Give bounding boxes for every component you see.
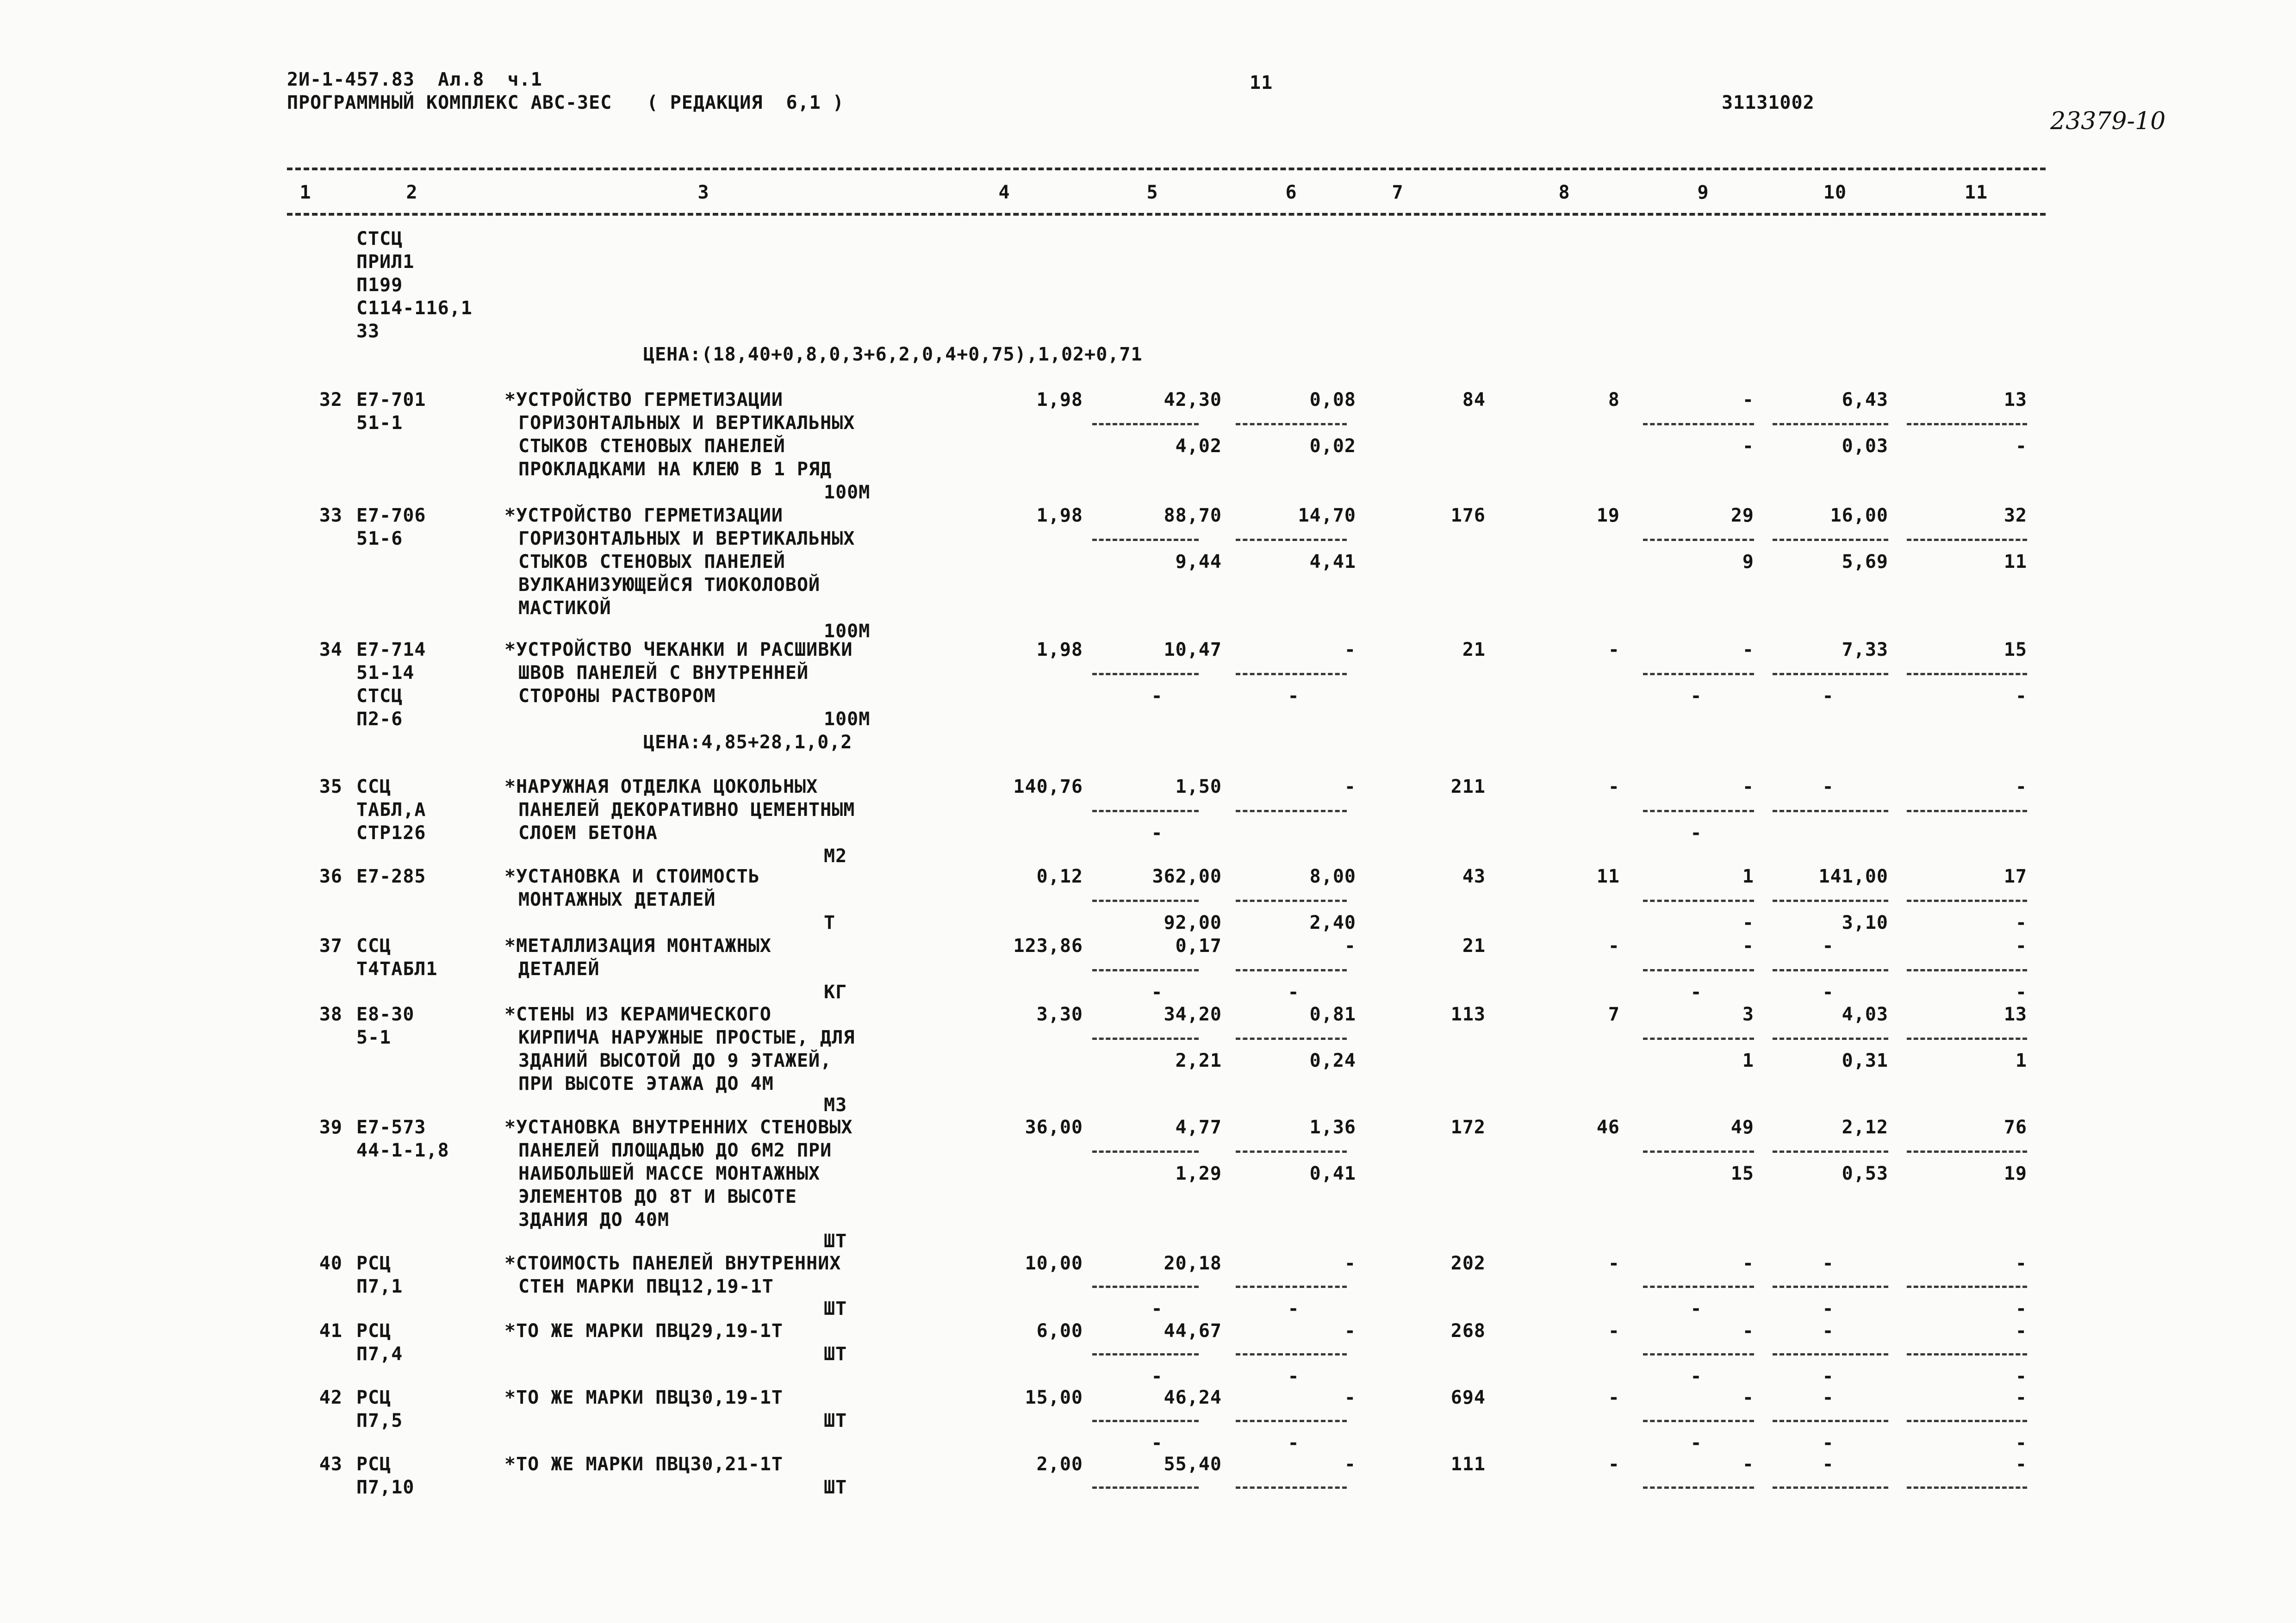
row-41-number: 41 bbox=[319, 1320, 342, 1342]
row-35-desc-3: СЛОЕМ БЕТОНА bbox=[518, 822, 658, 844]
intro-price-formula: ЦЕНА:(18,40+0,8,0,3+6,2,0,4+0,75),1,02+0,71 bbox=[643, 344, 1143, 365]
table-header-rule bbox=[287, 213, 2046, 216]
row-38-unit: М3 bbox=[824, 1094, 847, 1116]
row-34-col11-sub: - bbox=[2015, 685, 2027, 707]
row-39-desc-5: ЗДАНИЯ ДО 40М bbox=[518, 1209, 670, 1231]
row-34-code-1: Е7-714 bbox=[356, 639, 426, 660]
row-39-col9-sub: 15 bbox=[1730, 1163, 1754, 1184]
row-32-col7: 84 bbox=[1462, 389, 1486, 410]
row-32-col5: 42,30 bbox=[1164, 389, 1222, 410]
row-38-col6-sub: 0,24 bbox=[1309, 1050, 1356, 1071]
row-38-quantity: 3,30 bbox=[1036, 1004, 1083, 1025]
intro-code-1: СТСЦ bbox=[356, 228, 403, 249]
row-32-desc-4: ПРОКЛАДКАМИ НА КЛЕЮ В 1 РЯД bbox=[518, 459, 832, 480]
row-41-col8: - bbox=[1608, 1320, 1620, 1342]
intro-code-3: П199 bbox=[356, 274, 403, 296]
row-39-col8: 46 bbox=[1596, 1117, 1620, 1138]
row-39-desc-3: НАИБОЛЬШЕЙ МАССЕ МОНТАЖНЫХ bbox=[518, 1163, 821, 1184]
column-header-6: 6 bbox=[1285, 182, 1297, 203]
row-40-col9-sub: - bbox=[1690, 1298, 1702, 1319]
row-33-desc-5: МАСТИКОЙ bbox=[518, 597, 611, 619]
row-40-desc-1: *СТОИМОСТЬ ПАНЕЛЕЙ ВНУТРЕННИХ bbox=[504, 1253, 841, 1274]
row-33-desc-2: ГОРИЗОНТАЛЬНЫХ И ВЕРТИКАЛЬНЫХ bbox=[518, 528, 855, 549]
row-33-col9-sub: 9 bbox=[1742, 551, 1754, 572]
row-35-code-3: СТР126 bbox=[356, 822, 426, 844]
row-40-col11-sub: - bbox=[2015, 1298, 2027, 1319]
row-42-col8: - bbox=[1608, 1387, 1620, 1408]
row-43-col7: 111 bbox=[1450, 1454, 1486, 1475]
row-41-col5-sub: - bbox=[1151, 1366, 1163, 1387]
row-36-col11-sub: - bbox=[2015, 912, 2027, 933]
row-42-unit: ШТ bbox=[824, 1410, 847, 1431]
row-33-desc-4: ВУЛКАНИЗУЮЩЕЙСЯ ТИОКОЛОВОЙ bbox=[518, 574, 821, 596]
row-37-code-2: Т4ТАБЛ1 bbox=[356, 958, 438, 980]
row-34-col9-sub: - bbox=[1690, 685, 1702, 707]
row-41-col11-sub: - bbox=[2015, 1366, 2027, 1387]
row-33-desc-3: СТЫКОВ СТЕНОВЫХ ПАНЕЛЕЙ bbox=[518, 551, 785, 572]
row-38-col5-sub: 2,21 bbox=[1175, 1050, 1222, 1071]
row-42-col9-sub: - bbox=[1690, 1432, 1702, 1454]
row-34-code-3: СТСЦ bbox=[356, 685, 403, 707]
row-38-col8: 7 bbox=[1608, 1004, 1620, 1025]
row-32-col8: 8 bbox=[1608, 389, 1620, 410]
row-42-col9: - bbox=[1742, 1387, 1754, 1408]
row-32-code-1: Е7-701 bbox=[356, 389, 426, 410]
row-38-code-2: 5-1 bbox=[356, 1027, 392, 1048]
row-39-code-2: 44-1-1,8 bbox=[356, 1140, 449, 1161]
row-35-code-2: ТАБЛ,А bbox=[356, 799, 426, 821]
row-42-desc-1: *ТО ЖЕ МАРКИ ПВЦ30,19-1Т bbox=[504, 1387, 783, 1408]
row-39-col11-sub: 19 bbox=[2004, 1163, 2027, 1184]
row-34-price-formula: ЦЕНА:4,85+28,1,0,2 bbox=[643, 732, 852, 753]
column-header-1: 1 bbox=[299, 182, 311, 203]
row-40-code-1: РСЦ bbox=[356, 1253, 392, 1274]
row-42-col11: - bbox=[2015, 1387, 2027, 1408]
row-41-col7: 268 bbox=[1450, 1320, 1486, 1342]
row-43-col10: - bbox=[1822, 1454, 1834, 1475]
row-33-col9: 29 bbox=[1730, 505, 1754, 526]
row-36-col10: 141,00 bbox=[1818, 866, 1888, 887]
row-37-col8: - bbox=[1608, 935, 1620, 957]
row-38-col10: 4,03 bbox=[1842, 1004, 1888, 1025]
row-39-col5-sub: 1,29 bbox=[1175, 1163, 1222, 1184]
row-36-col9-sub: - bbox=[1742, 912, 1754, 933]
row-39-col10: 2,12 bbox=[1842, 1117, 1888, 1138]
row-35-number: 35 bbox=[319, 776, 342, 797]
row-38-col11-sub: 1 bbox=[2015, 1050, 2027, 1071]
row-37-col5-sub: - bbox=[1151, 982, 1163, 1003]
row-32-unit: 100М bbox=[824, 482, 871, 503]
row-39-col6-sub: 0,41 bbox=[1309, 1163, 1356, 1184]
document-code: 31131002 bbox=[1722, 92, 1815, 113]
row-42-col10: - bbox=[1822, 1387, 1834, 1408]
intro-code-5: 33 bbox=[356, 321, 380, 342]
row-36-code-1: Е7-285 bbox=[356, 866, 426, 887]
column-header-3: 3 bbox=[697, 182, 709, 203]
row-40-col6-sub: - bbox=[1288, 1298, 1300, 1319]
program-title: ПРОГРАММНЫЙ КОМПЛЕКС АВС-ЗЕС ( РЕДАКЦИЯ 6,1 ) bbox=[287, 92, 844, 113]
table-top-rule bbox=[287, 168, 2046, 170]
row-33-code-2: 51-6 bbox=[356, 528, 403, 549]
column-header-10: 10 bbox=[1823, 182, 1847, 203]
row-36-col6-sub: 2,40 bbox=[1309, 912, 1356, 933]
row-34-code-2: 51-14 bbox=[356, 662, 415, 684]
row-43-number: 43 bbox=[319, 1454, 342, 1475]
row-32-col9: - bbox=[1742, 389, 1754, 410]
row-43-col6: - bbox=[1344, 1454, 1356, 1475]
row-40-number: 40 bbox=[319, 1253, 342, 1274]
row-33-col8: 19 bbox=[1596, 505, 1620, 526]
row-39-col10-sub: 0,53 bbox=[1842, 1163, 1888, 1184]
row-32-code-2: 51-1 bbox=[356, 412, 403, 434]
row-40-col5: 20,18 bbox=[1164, 1253, 1222, 1274]
row-38-col6: 0,81 bbox=[1309, 1004, 1356, 1025]
row-42-code-1: РСЦ bbox=[356, 1387, 392, 1408]
row-36-desc-1: *УСТАНОВКА И СТОИМОСТЬ bbox=[504, 866, 760, 887]
doc-reference: 2И-1-457.83 Ал.8 ч.1 bbox=[287, 69, 542, 90]
column-header-2: 2 bbox=[406, 182, 418, 203]
row-42-col5-sub: - bbox=[1151, 1432, 1163, 1454]
row-37-code-1: ССЦ bbox=[356, 935, 392, 957]
row-40-col10-sub: - bbox=[1822, 1298, 1834, 1319]
row-42-col6-sub: - bbox=[1288, 1432, 1300, 1454]
row-34-number: 34 bbox=[319, 639, 342, 660]
row-41-col9-sub: - bbox=[1690, 1366, 1702, 1387]
row-42-col11-sub: - bbox=[2015, 1432, 2027, 1454]
row-36-number: 36 bbox=[319, 866, 342, 887]
row-35-col9-sub: - bbox=[1690, 822, 1702, 844]
handwritten-stamp-number: 23379-10 bbox=[2050, 107, 2166, 135]
row-39-number: 39 bbox=[319, 1117, 342, 1138]
row-34-col7: 21 bbox=[1462, 639, 1486, 660]
row-36-col9: 1 bbox=[1742, 866, 1754, 887]
row-33-col11: 32 bbox=[2004, 505, 2027, 526]
row-34-col6-sub: - bbox=[1288, 685, 1300, 707]
row-37-col11: - bbox=[2015, 935, 2027, 957]
row-39-desc-4: ЭЛЕМЕНТОВ ДО 8Т И ВЫСОТЕ bbox=[518, 1186, 797, 1207]
row-35-desc-1: *НАРУЖНАЯ ОТДЕЛКА ЦОКОЛЬНЫХ bbox=[504, 776, 818, 797]
row-37-col11-sub: - bbox=[2015, 982, 2027, 1003]
row-33-desc-1: *УСТРОЙСТВО ГЕРМЕТИЗАЦИИ bbox=[504, 505, 783, 526]
row-39-col11: 76 bbox=[2004, 1117, 2027, 1138]
row-34-col6: - bbox=[1344, 639, 1356, 660]
row-34-desc-3: СТОРОНЫ РАСТВОРОМ bbox=[518, 685, 716, 707]
row-38-col5: 34,20 bbox=[1164, 1004, 1222, 1025]
row-41-desc-1: *ТО ЖЕ МАРКИ ПВЦ29,19-1Т bbox=[504, 1320, 783, 1342]
row-35-code-1: ССЦ bbox=[356, 776, 392, 797]
row-43-code-2: П7,10 bbox=[356, 1477, 415, 1498]
row-32-col11: 13 bbox=[2004, 389, 2027, 410]
row-33-col11-sub: 11 bbox=[2004, 551, 2027, 572]
row-33-col5-sub: 9,44 bbox=[1175, 551, 1222, 572]
row-43-col9: - bbox=[1742, 1454, 1754, 1475]
row-32-col6: 0,08 bbox=[1309, 389, 1356, 410]
row-33-col5: 88,70 bbox=[1164, 505, 1222, 526]
row-41-col10-sub: - bbox=[1822, 1366, 1834, 1387]
row-39-col7: 172 bbox=[1450, 1117, 1486, 1138]
row-35-desc-2: ПАНЕЛЕЙ ДЕКОРАТИВНО ЦЕМЕНТНЫМ bbox=[518, 799, 855, 821]
row-42-col7: 694 bbox=[1450, 1387, 1486, 1408]
row-38-desc-4: ПРИ ВЫСОТЕ ЭТАЖА ДО 4М bbox=[518, 1073, 774, 1094]
row-33-unit: 100М bbox=[824, 621, 871, 642]
row-32-col10-sub: 0,03 bbox=[1842, 435, 1888, 457]
row-43-col5: 55,40 bbox=[1164, 1454, 1222, 1475]
row-39-desc-1: *УСТАНОВКА ВНУТРЕННИХ СТЕНОВЫХ bbox=[504, 1117, 853, 1138]
row-40-quantity: 10,00 bbox=[1025, 1253, 1083, 1274]
row-41-col5: 44,67 bbox=[1164, 1320, 1222, 1342]
row-40-col5-sub: - bbox=[1151, 1298, 1163, 1319]
row-38-col11: 13 bbox=[2004, 1004, 2027, 1025]
row-38-col10-sub: 0,31 bbox=[1842, 1050, 1888, 1071]
row-41-code-1: РСЦ bbox=[356, 1320, 392, 1342]
row-39-col6: 1,36 bbox=[1309, 1117, 1356, 1138]
row-40-col9: - bbox=[1742, 1253, 1754, 1274]
row-35-col10: - bbox=[1822, 776, 1834, 797]
row-38-code-1: Е8-30 bbox=[356, 1004, 415, 1025]
row-36-col5: 362,00 bbox=[1152, 866, 1222, 887]
row-38-desc-3: ЗДАНИЙ ВЫСОТОЙ ДО 9 ЭТАЖЕЙ, bbox=[518, 1050, 832, 1071]
row-41-unit: ШТ bbox=[824, 1343, 847, 1365]
row-39-desc-2: ПАНЕЛЕЙ ПЛОЩАДЬЮ ДО 6М2 ПРИ bbox=[518, 1140, 832, 1161]
row-33-col10: 16,00 bbox=[1830, 505, 1888, 526]
row-40-col7: 202 bbox=[1450, 1253, 1486, 1274]
row-39-col9: 49 bbox=[1730, 1117, 1754, 1138]
row-33-code-1: Е7-706 bbox=[356, 505, 426, 526]
column-header-11: 11 bbox=[1964, 182, 1988, 203]
intro-code-2: ПРИЛ1 bbox=[356, 251, 415, 273]
row-32-col9-sub: - bbox=[1742, 435, 1754, 457]
row-38-col9: 3 bbox=[1742, 1004, 1754, 1025]
row-39-code-1: Е7-573 bbox=[356, 1117, 426, 1138]
row-37-col10-sub: - bbox=[1822, 982, 1834, 1003]
row-42-col5: 46,24 bbox=[1164, 1387, 1222, 1408]
row-43-col11: - bbox=[2015, 1454, 2027, 1475]
row-34-col9: - bbox=[1742, 639, 1754, 660]
row-38-desc-2: КИРПИЧА НАРУЖНЫЕ ПРОСТЫЕ, ДЛЯ bbox=[518, 1027, 855, 1048]
row-33-number: 33 bbox=[319, 505, 342, 526]
row-37-col5: 0,17 bbox=[1175, 935, 1222, 957]
row-38-col7: 113 bbox=[1450, 1004, 1486, 1025]
row-33-col6-sub: 4,41 bbox=[1309, 551, 1356, 572]
row-40-code-2: П7,1 bbox=[356, 1276, 403, 1297]
row-34-quantity: 1,98 bbox=[1036, 639, 1083, 660]
row-43-col8: - bbox=[1608, 1454, 1620, 1475]
row-32-desc-1: *УСТРОЙСТВО ГЕРМЕТИЗАЦИИ bbox=[504, 389, 783, 410]
row-37-number: 37 bbox=[319, 935, 342, 957]
row-32-quantity: 1,98 bbox=[1036, 389, 1083, 410]
row-35-unit: М2 bbox=[824, 846, 847, 867]
row-41-col10: - bbox=[1822, 1320, 1834, 1342]
row-42-col6: - bbox=[1344, 1387, 1356, 1408]
row-34-code-4: П2-6 bbox=[356, 709, 403, 730]
row-40-desc-2: СТЕН МАРКИ ПВЦ12,19-1Т bbox=[518, 1276, 774, 1297]
row-35-col8: - bbox=[1608, 776, 1620, 797]
row-36-col8: 11 bbox=[1596, 866, 1620, 887]
row-36-col11: 17 bbox=[2004, 866, 2027, 887]
row-36-col7: 43 bbox=[1462, 866, 1486, 887]
row-33-quantity: 1,98 bbox=[1036, 505, 1083, 526]
row-39-col5: 4,77 bbox=[1175, 1117, 1222, 1138]
row-35-quantity: 140,76 bbox=[1013, 776, 1083, 797]
row-42-col10-sub: - bbox=[1822, 1432, 1834, 1454]
row-43-desc-1: *ТО ЖЕ МАРКИ ПВЦ30,21-1Т bbox=[504, 1454, 783, 1475]
row-41-code-2: П7,4 bbox=[356, 1343, 403, 1365]
row-41-quantity: 6,00 bbox=[1036, 1320, 1083, 1342]
row-34-col10-sub: - bbox=[1822, 685, 1834, 707]
row-38-col9-sub: 1 bbox=[1742, 1050, 1754, 1071]
row-37-quantity: 123,86 bbox=[1013, 935, 1083, 957]
row-42-number: 42 bbox=[319, 1387, 342, 1408]
row-37-col10: - bbox=[1822, 935, 1834, 957]
row-34-col11: 15 bbox=[2004, 639, 2027, 660]
row-36-unit: Т bbox=[824, 912, 836, 933]
row-35-col11: - bbox=[2015, 776, 2027, 797]
row-34-unit: 100М bbox=[824, 709, 871, 730]
row-37-unit: КГ bbox=[824, 982, 847, 1003]
row-41-col9: - bbox=[1742, 1320, 1754, 1342]
row-34-col10: 7,33 bbox=[1842, 639, 1888, 660]
row-32-col6-sub: 0,02 bbox=[1309, 435, 1356, 457]
row-42-code-2: П7,5 bbox=[356, 1410, 403, 1431]
row-43-code-1: РСЦ bbox=[356, 1454, 392, 1475]
intro-code-4: С114-116,1 bbox=[356, 298, 473, 319]
row-41-col6: - bbox=[1344, 1320, 1356, 1342]
row-37-desc-2: ДЕТАЛЕЙ bbox=[518, 958, 600, 980]
column-header-8: 8 bbox=[1558, 182, 1570, 203]
row-35-col7: 211 bbox=[1450, 776, 1486, 797]
row-32-number: 32 bbox=[319, 389, 342, 410]
row-32-col10: 6,43 bbox=[1842, 389, 1888, 410]
row-36-desc-2: МОНТАЖНЫХ ДЕТАЛЕЙ bbox=[518, 889, 716, 910]
row-34-col5: 10,47 bbox=[1164, 639, 1222, 660]
row-36-col10-sub: 3,10 bbox=[1842, 912, 1888, 933]
row-43-unit: ШТ bbox=[824, 1477, 847, 1498]
row-41-col11: - bbox=[2015, 1320, 2027, 1342]
row-34-col8: - bbox=[1608, 639, 1620, 660]
row-35-col5: 1,50 bbox=[1175, 776, 1222, 797]
row-35-col5-sub: - bbox=[1151, 822, 1163, 844]
row-32-desc-2: ГОРИЗОНТАЛЬНЫХ И ВЕРТИКАЛЬНЫХ bbox=[518, 412, 855, 434]
row-43-quantity: 2,00 bbox=[1036, 1454, 1083, 1475]
page-number: 11 bbox=[1250, 72, 1273, 93]
row-39-unit: ШТ bbox=[824, 1231, 847, 1252]
row-36-quantity: 0,12 bbox=[1036, 866, 1083, 887]
row-40-col8: - bbox=[1608, 1253, 1620, 1274]
row-33-col6: 14,70 bbox=[1298, 505, 1356, 526]
row-40-unit: ШТ bbox=[824, 1298, 847, 1319]
row-33-col7: 176 bbox=[1450, 505, 1486, 526]
row-40-col10: - bbox=[1822, 1253, 1834, 1274]
row-41-col6-sub: - bbox=[1288, 1366, 1300, 1387]
row-37-col7: 21 bbox=[1462, 935, 1486, 957]
row-37-desc-1: *МЕТАЛЛИЗАЦИЯ МОНТАЖНЫХ bbox=[504, 935, 772, 957]
row-38-number: 38 bbox=[319, 1004, 342, 1025]
row-37-col6-sub: - bbox=[1288, 982, 1300, 1003]
row-33-col10-sub: 5,69 bbox=[1842, 551, 1888, 572]
row-35-col9: - bbox=[1742, 776, 1754, 797]
row-37-col9: - bbox=[1742, 935, 1754, 957]
row-34-col5-sub: - bbox=[1151, 685, 1163, 707]
row-34-desc-2: ШВОВ ПАНЕЛЕЙ С ВНУТРЕННЕЙ bbox=[518, 662, 809, 684]
row-40-col11: - bbox=[2015, 1253, 2027, 1274]
row-38-desc-1: *СТЕНЫ ИЗ КЕРАМИЧЕСКОГО bbox=[504, 1004, 772, 1025]
column-header-9: 9 bbox=[1697, 182, 1709, 203]
row-35-col6: - bbox=[1344, 776, 1356, 797]
row-34-desc-1: *УСТРОЙСТВО ЧЕКАНКИ И РАСШИВКИ bbox=[504, 639, 853, 660]
row-42-quantity: 15,00 bbox=[1025, 1387, 1083, 1408]
row-36-col6: 8,00 bbox=[1309, 866, 1356, 887]
row-32-col5-sub: 4,02 bbox=[1175, 435, 1222, 457]
row-32-col11-sub: - bbox=[2015, 435, 2027, 457]
row-37-col6: - bbox=[1344, 935, 1356, 957]
row-36-col5-sub: 92,00 bbox=[1164, 912, 1222, 933]
row-32-desc-3: СТЫКОВ СТЕНОВЫХ ПАНЕЛЕЙ bbox=[518, 435, 785, 457]
row-37-col9-sub: - bbox=[1690, 982, 1702, 1003]
column-header-7: 7 bbox=[1392, 182, 1404, 203]
column-header-5: 5 bbox=[1146, 182, 1158, 203]
row-40-col6: - bbox=[1344, 1253, 1356, 1274]
row-39-quantity: 36,00 bbox=[1025, 1117, 1083, 1138]
column-header-4: 4 bbox=[998, 182, 1010, 203]
